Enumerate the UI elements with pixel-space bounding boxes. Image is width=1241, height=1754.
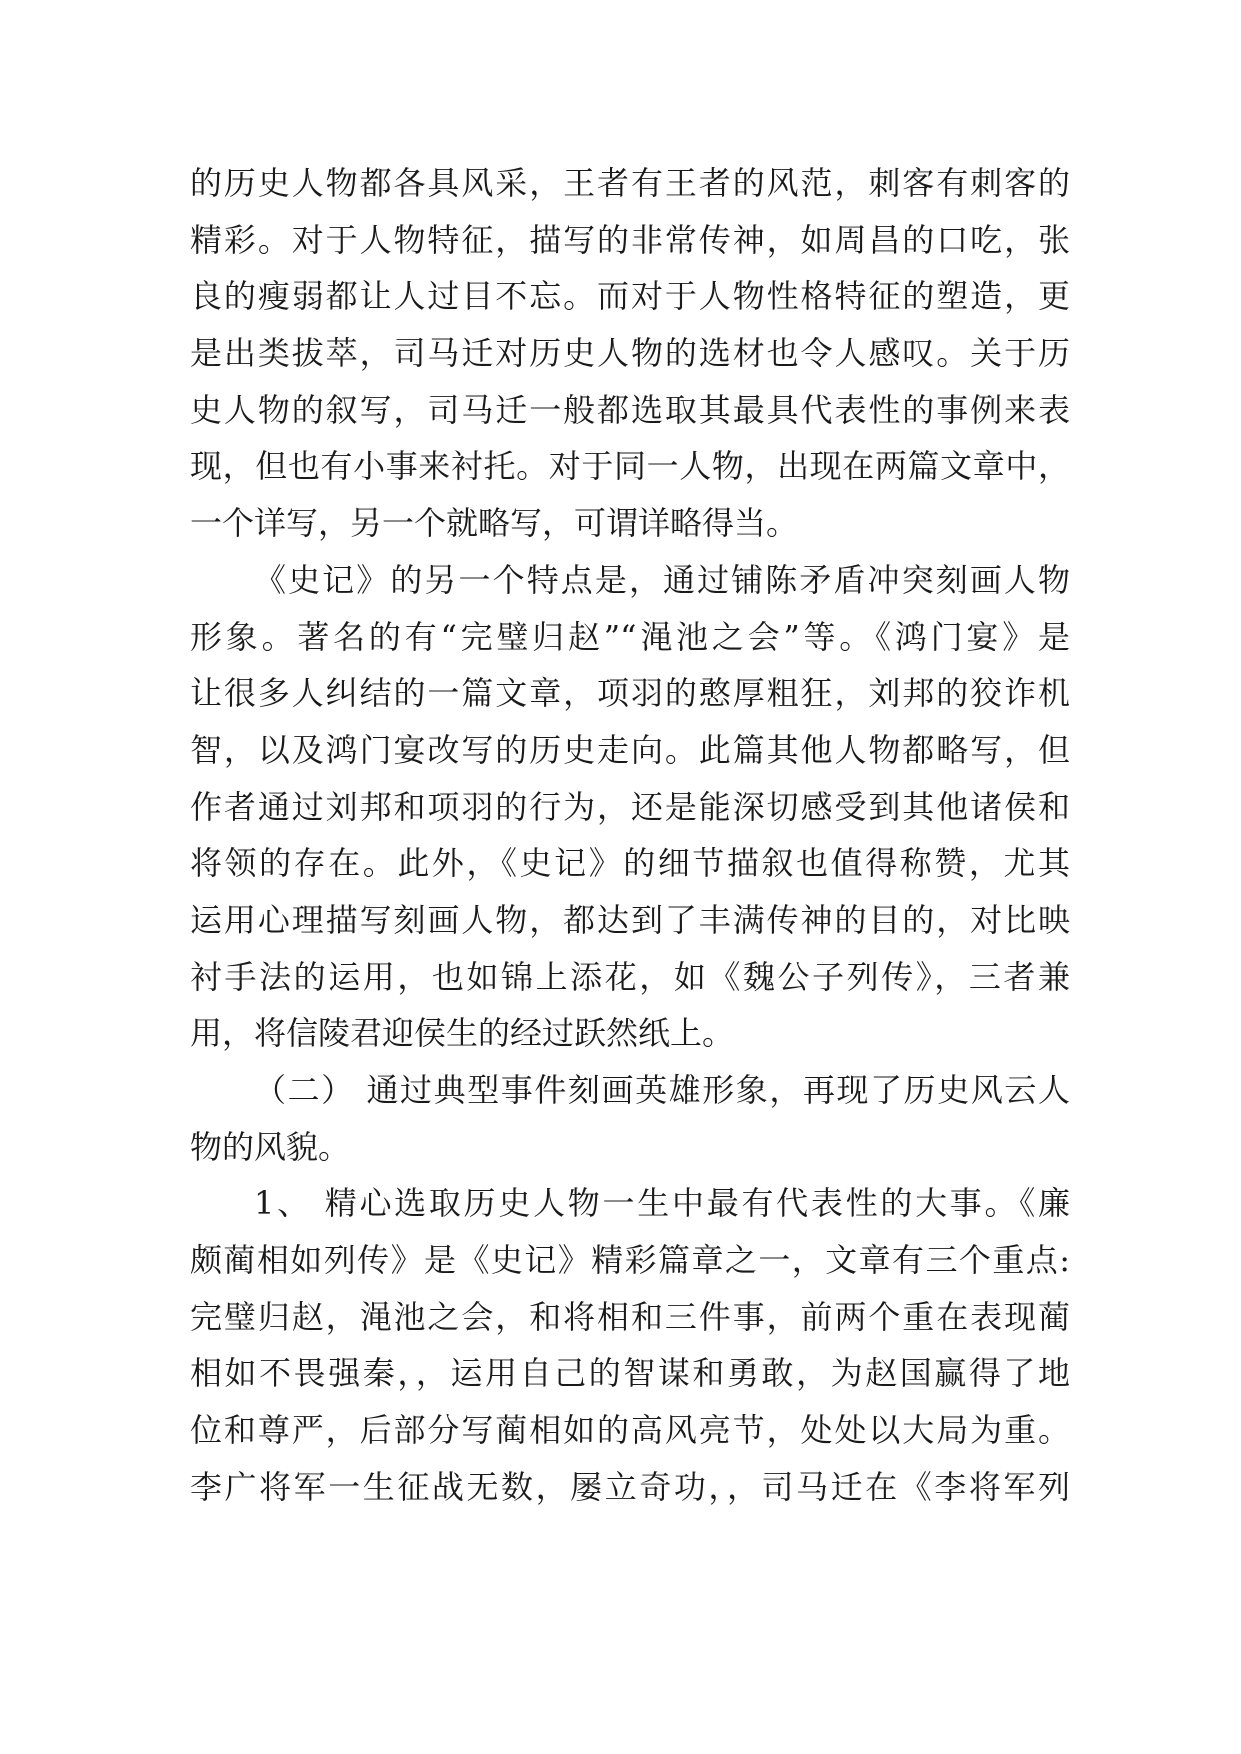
text-line: 精彩。对于人物特征，描写的非常传神，如周昌的口吃，张	[190, 220, 1070, 259]
text-line: 用，将信陵君迎侯生的经过跃然纸上。	[190, 1014, 735, 1053]
text-line: 形象。著名的有“完璧归赵”“渑池之会”等。《鸿门宴》是	[190, 617, 1070, 656]
section-heading-line: 物的风貌。	[190, 1127, 351, 1166]
text-line: 衬手法的运用，也如锦上添花，如《魏公子列传》，三者兼	[190, 957, 1070, 996]
text-line: 现，但也有小事来衬托。对于同一人物，出现在两篇文章中，	[190, 447, 1070, 486]
section-heading-line: （二） 通过典型事件刻画英雄形象，再现了历史风云人	[254, 1071, 1070, 1109]
paragraph-first-line: 1、 精心选取历史人物一生中最有代表性的大事。《廉	[254, 1184, 1070, 1223]
paragraph-first-line: 《史记》的另一个特点是，通过铺陈矛盾冲突刻画人物	[254, 560, 1070, 599]
text-line: 的历史人物都各具风采，王者有王者的风范，刺客有刺客的	[190, 164, 1070, 202]
text-line: 颇蔺相如列传》是《史记》精彩篇章之一，文章有三个重点:	[190, 1241, 1070, 1280]
text-line: 李广将军一生征战无数，屡立奇功，，司马迁在《李将军列	[190, 1467, 1070, 1506]
text-line: 是出类拔萃，司马迁对历史人物的选材也令人感叹。关于历	[190, 334, 1070, 373]
text-line: 一个详写，另一个就略写，可谓详略得当。	[190, 504, 799, 543]
text-line: 作者通过刘邦和项羽的行为，还是能深切感受到其他诸侯和	[190, 787, 1070, 826]
text-line: 相如不畏强秦，，运用自己的智谋和勇敢，为赵国赢得了地	[190, 1354, 1070, 1393]
text-line: 让很多人纠结的一篇文章，项羽的憨厚粗狂，刘邦的狡诈机	[190, 674, 1070, 713]
text-line: 智，以及鸿门宴改写的历史走向。此篇其他人物都略写，但	[190, 730, 1070, 769]
body-text	[190, 155, 1070, 1516]
text-line: 完璧归赵，渑池之会，和将相和三件事，前两个重在表现蔺	[190, 1297, 1070, 1336]
text-line: 位和尊严，后部分写蔺相如的高风亮节，处处以大局为重。	[190, 1411, 1070, 1450]
text-line: 运用心理描写刻画人物，都达到了丰满传神的目的，对比映	[190, 900, 1070, 939]
text-line: 将领的存在。此外，《史记》的细节描叙也值得称赞，尤其	[190, 844, 1070, 883]
text-line: 良的瘦弱都让人过目不忘。而对于人物性格特征的塑造，更	[190, 277, 1070, 316]
text-line: 史人物的叙写，司马迁一般都选取其最具代表性的事例来表	[190, 390, 1070, 429]
